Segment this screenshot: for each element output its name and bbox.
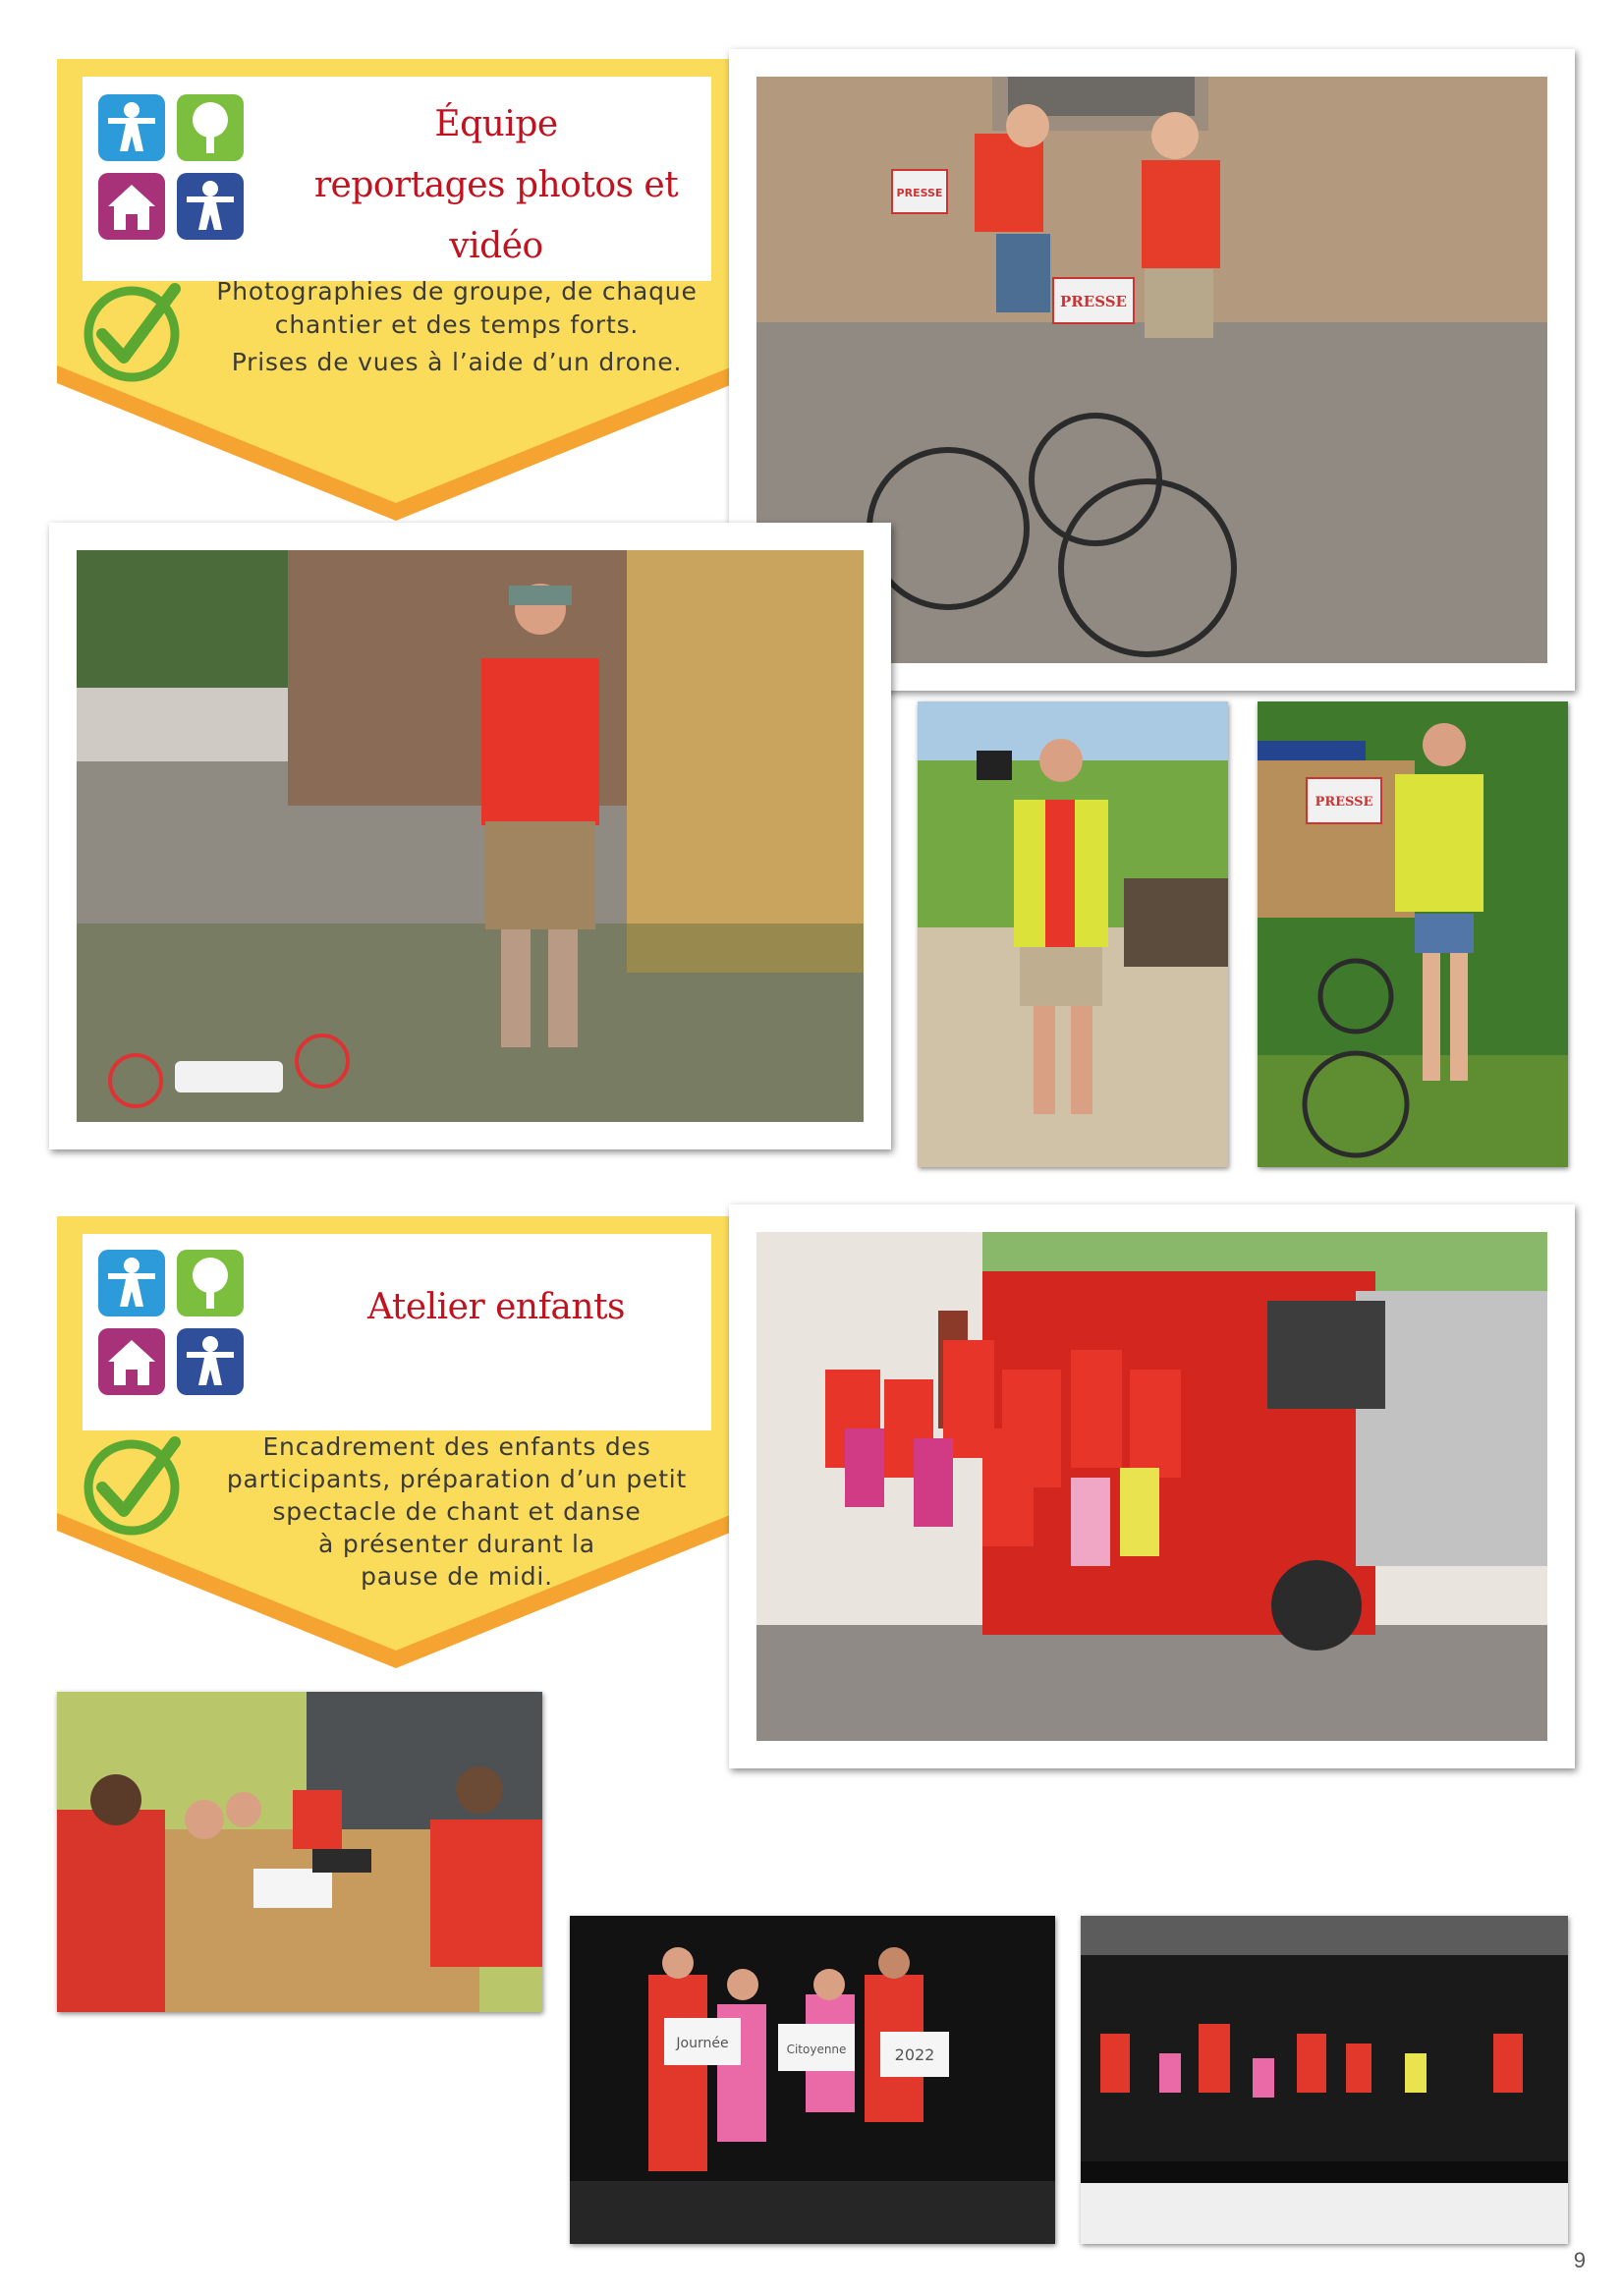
tree-icon: [177, 1250, 244, 1316]
person-icon: [98, 94, 165, 161]
presse-sign: [1053, 278, 1134, 323]
card-2022: [880, 2032, 949, 2077]
check-icon: [81, 1436, 183, 1539]
person-icon: [98, 1250, 165, 1316]
photo-cyclist-van: [1258, 701, 1568, 1167]
card-journee: [664, 2018, 741, 2065]
page-number: 9: [1573, 2248, 1586, 2272]
svg-text:Citoyenne: Citoyenne: [786, 2043, 847, 2056]
photo-group-fire-truck: [729, 1204, 1575, 1768]
presse-sign: [1307, 778, 1381, 823]
tree-icon: [177, 94, 244, 161]
kids-title: Atelier enfants: [366, 1287, 626, 1327]
svg-text:Journée: Journée: [676, 2036, 729, 2051]
photo-photographer-field: [918, 701, 1228, 1167]
citizen-day-logo: [98, 94, 244, 240]
svg-text:PRESSE: PRESSE: [896, 187, 943, 199]
photo-stage-cards: [570, 1916, 1055, 2244]
card-citoyenne: [778, 2024, 855, 2071]
check-icon: [81, 283, 183, 385]
person-icon: [177, 173, 244, 240]
citizen-day-logo: [98, 1250, 244, 1395]
svg-text:PRESSE: PRESSE: [1060, 293, 1127, 310]
kids-description: Encadrement des enfants des participants, préparation d’un petit spectacle de chant et danse à présenter durant la pause de midi.: [226, 1432, 688, 1591]
person-icon: [177, 1328, 244, 1395]
photo-drone-operator: [49, 523, 891, 1149]
team-description: Photographies de groupe, de chaque chantier et des temps forts. Prises de vues à l’aide d’un drone.: [216, 277, 698, 376]
svg-text:2022: 2022: [894, 2045, 935, 2064]
team-title: Équipe reportages photos et vidéo: [313, 104, 679, 266]
presse-sign: [892, 170, 947, 213]
photo-kids-workshop-table: [57, 1692, 542, 2012]
svg-text:PRESSE: PRESSE: [1315, 795, 1373, 810]
house-icon: [98, 173, 165, 240]
house-icon: [98, 1328, 165, 1395]
photo-stage-dance: [1081, 1916, 1568, 2244]
